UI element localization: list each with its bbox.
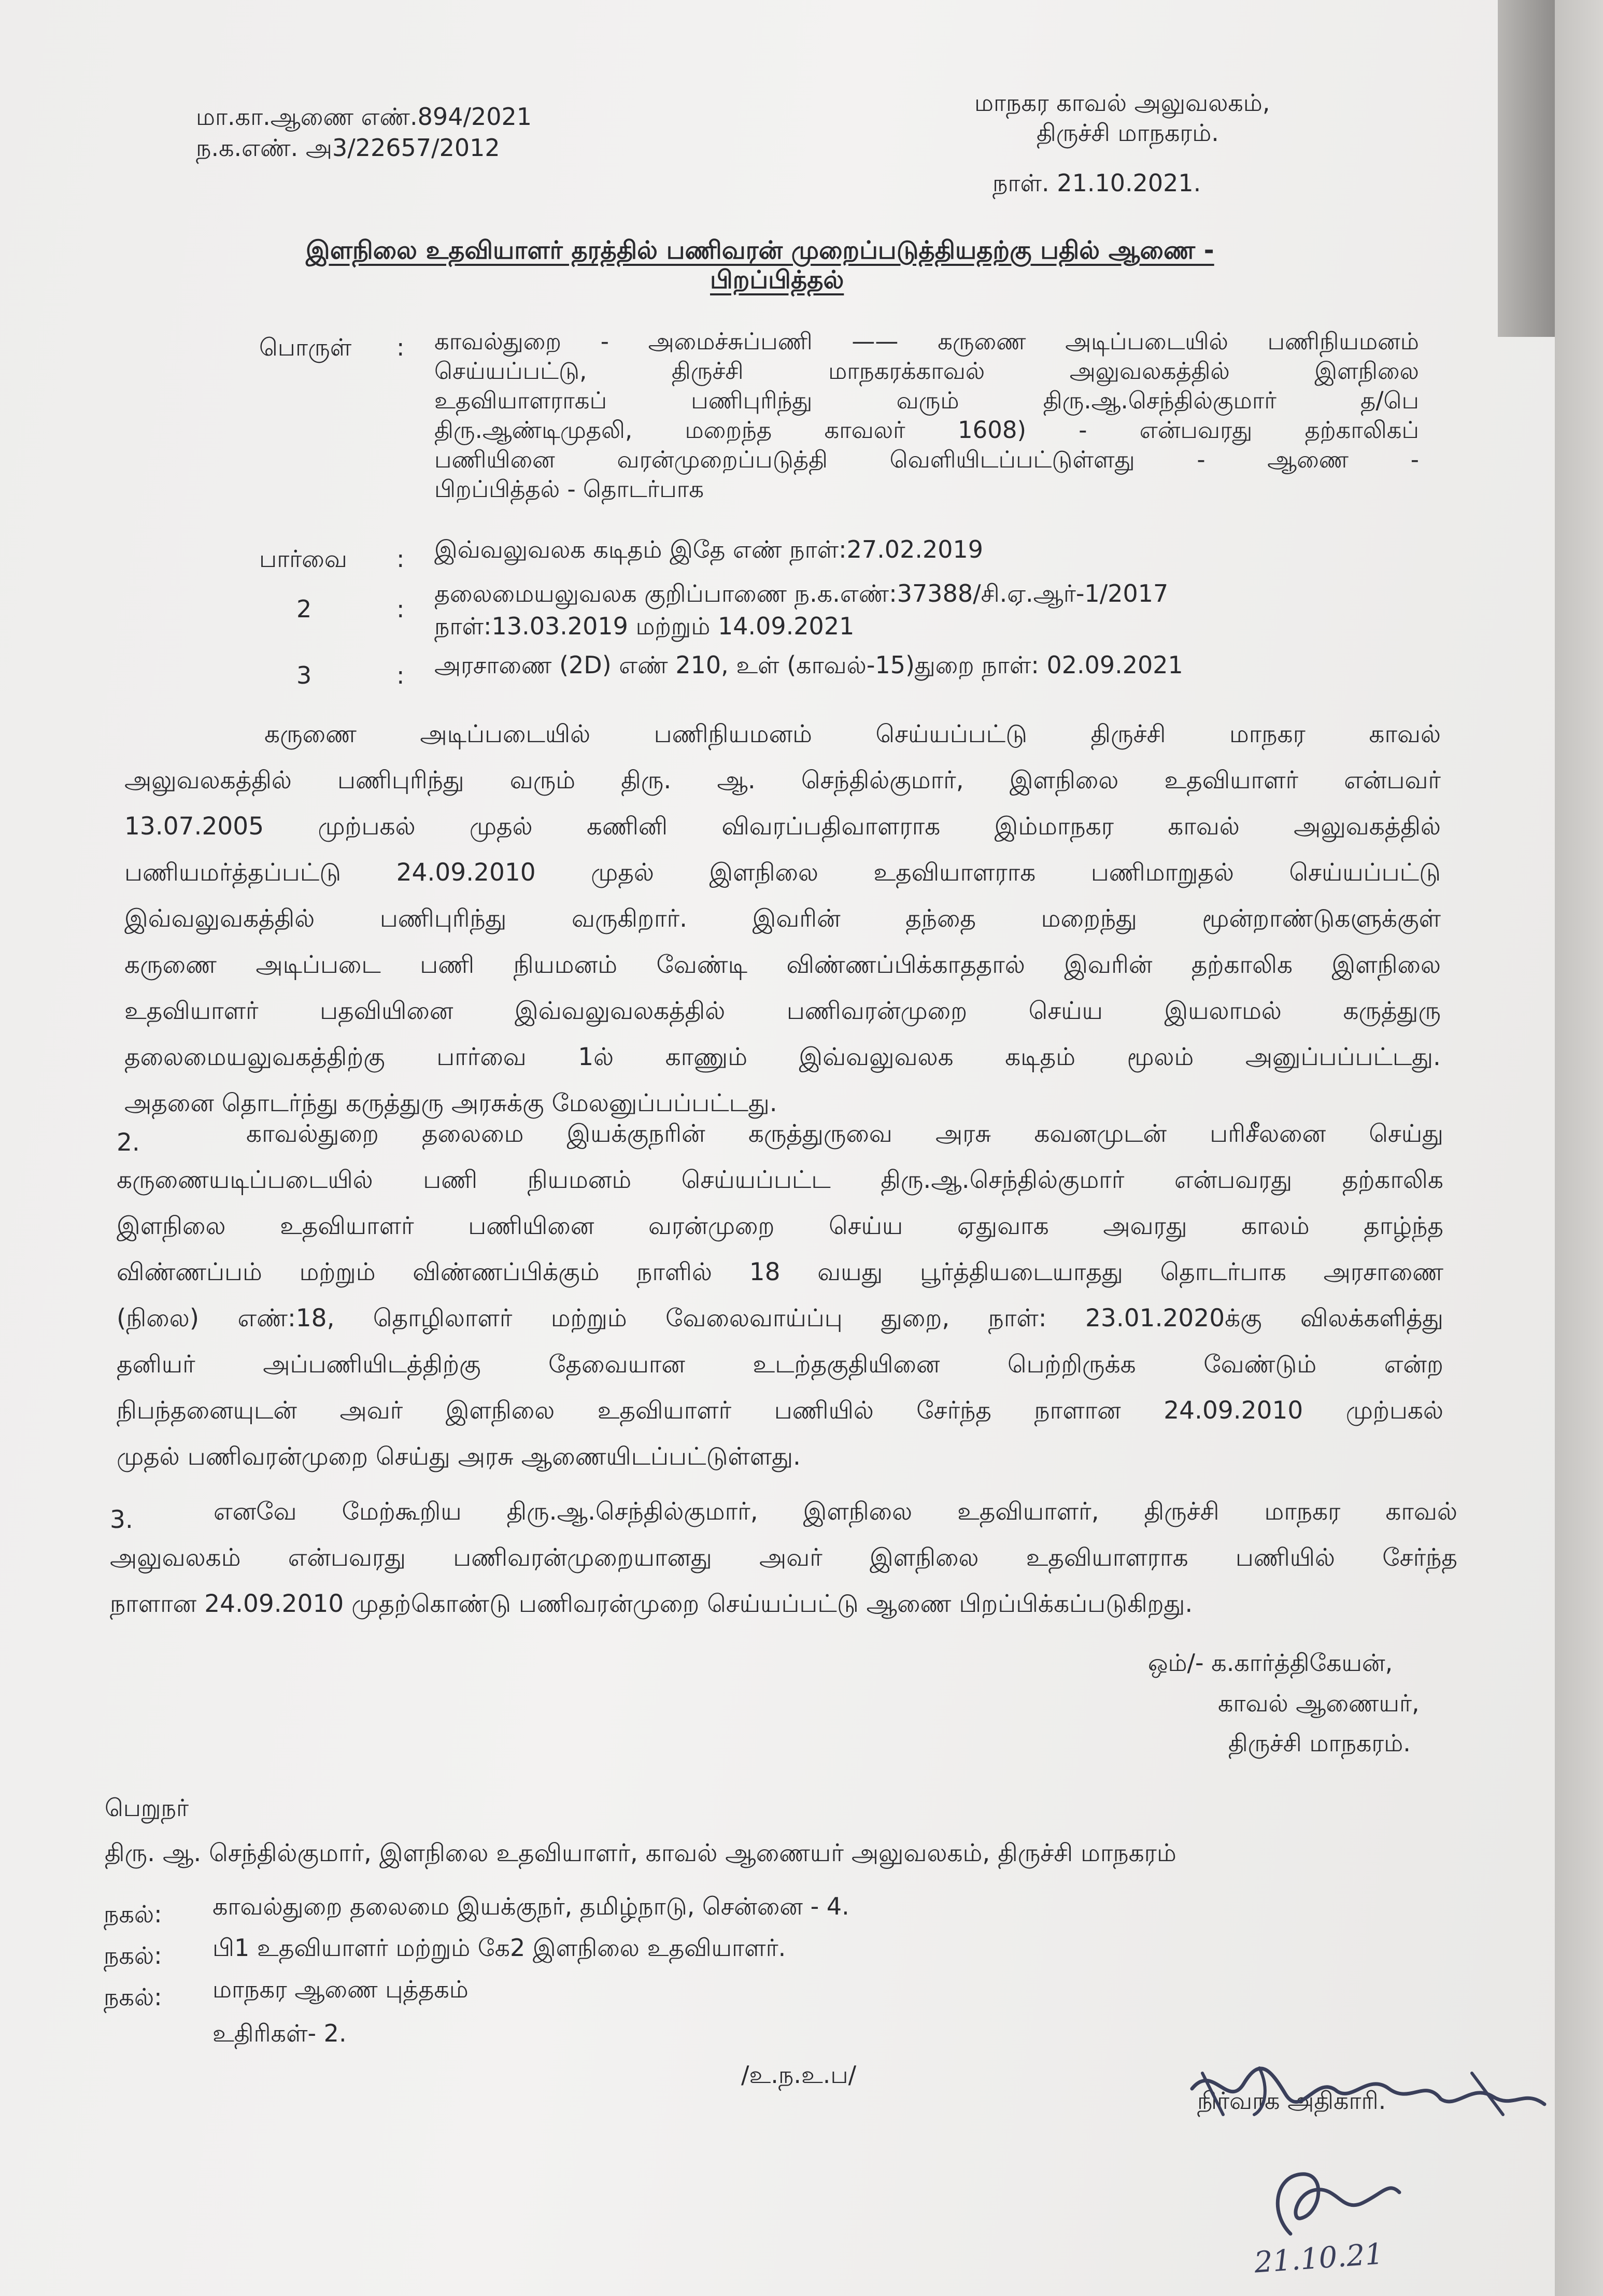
signatory-designation: காவல் ஆணையர், (1218, 1689, 1420, 1717)
handwritten-date: 21.10.21 (1253, 2237, 1385, 2280)
subject-line: பிறப்பித்தல் - தொடர்பாக (434, 475, 704, 503)
reference-item-3: அரசாணை (2D) எண் 210, உள் (காவல்-15)துறை நாள்: 02.09.2021 (434, 651, 1183, 679)
paragraph-line: இவ்வலுவகத்தில் பணிபுரிந்து வருகிறார். இவரின் தந்தை மறைந்து மூன்றாண்டுகளுக்குள் (124, 904, 1441, 933)
paragraph-line: அதனை தொடர்ந்து கருத்துரு அரசுக்கு மேலனுப்பப்பட்டது. (124, 1089, 777, 1117)
subject-line: காவல்துறை - அமைச்சுப்பணி —— கருணை அடிப்படையில் பணிநியமனம் (434, 328, 1419, 355)
paragraph-line: நிபந்தனையுடன் அவர் இளநிலை உதவியாளர் பணியில் சேர்ந்த நாளான 24.09.2010 முற்பகல் (117, 1396, 1443, 1425)
signatory-name: ஒம்/- க.கார்த்திகேயன், (1148, 1649, 1393, 1677)
office-name: மாநகர காவல் அலுவலகம், (974, 89, 1270, 117)
subject-label: பொருள் (259, 333, 352, 361)
paragraph-line: விண்ணப்பம் மற்றும் விண்ணப்பிக்கும் நாளில் 18 வயது பூர்த்தியடையாதது தொடர்பாக அரசாணை (117, 1258, 1443, 1286)
paragraph-line: பணியமர்த்தப்பட்டு 24.09.2010 முதல் இளநிலை உதவியாளராக பணிமாறுதல் செய்யப்பட்டு (124, 858, 1441, 887)
reference-colon: : (396, 595, 405, 623)
paragraph-line: முதல் பணிவரன்முறை செய்து அரசு ஆணையிடப்பட்டுள்ளது. (117, 1442, 801, 1471)
paragraph-line: எனவே மேற்கூறிய திரு.ஆ.செந்தில்குமார், இளநிலை உதவியாளர், திருச்சி மாநகர காவல் (214, 1497, 1457, 1526)
reference-colon: : (396, 661, 405, 689)
officer-signature (1182, 2052, 1555, 2130)
page-shadow (1498, 0, 1555, 337)
copy-recipient: பி1 உதவியாளர் மற்றும் கே2 இளநிலை உதவியாளர். (212, 1934, 786, 1962)
paragraph-line: உதவியாளர் பதவியினை இவ்வலுவலகத்தில் பணிவரன்முறை செய்ய இயலாமல் கருத்துரு (124, 997, 1441, 1025)
order-number: மா.கா.ஆணை எண்.894/2021 (196, 103, 532, 131)
paragraph-line: தனியர் அப்பணியிடத்திற்கு தேவையான உடற்தகுதியினை பெற்றிருக்க வேண்டும் என்ற (117, 1350, 1443, 1379)
paragraph-line: காவல்துறை தலைமை இயக்குநரின் கருத்துருவை அரசு கவனமுடன் பரிசீலனை செய்து (246, 1119, 1443, 1148)
paragraph-line: கருணை அடிப்படை பணி நியமனம் வேண்டி விண்ணப்பிக்காததால் இவரின் தற்காலிக இளநிலை (124, 951, 1441, 979)
office-city: திருச்சி மாநகரம். (1037, 119, 1219, 147)
paragraph-line: கருணையடிப்படையில் பணி நியமனம் செய்யப்பட்ட திரு.ஆ.செந்தில்குமார் என்பவரது தற்காலிக (117, 1166, 1443, 1194)
reference-num-3: 3 (296, 661, 312, 689)
paragraph-1 (124, 711, 1441, 1126)
true-copy-attestation: /உ.ந.உ.ப/ (741, 2061, 857, 2089)
paragraph-line: இளநிலை உதவியாளர் பணியினை வரன்முறை செய்ய ஏதுவாக அவரது காலம் தாழ்ந்த (117, 1212, 1443, 1240)
desk-background (1555, 0, 1603, 2296)
copy-recipient: காவல்துறை தலைமை இயக்குநர், தமிழ்நாடு, சென்னை - 4. (212, 1892, 849, 1920)
paragraph-line: கருணை அடிப்படையில் பணிநியமனம் செய்யப்பட்டு திருச்சி மாநகர காவல் (264, 720, 1441, 748)
reference-item-1: இவ்வலுவலக கடிதம் இதே எண் நாள்:27.02.2019 (434, 535, 984, 563)
spare-copies: உதிரிகள்- 2. (212, 2019, 347, 2047)
copy-label: நகல்: (104, 1941, 162, 1969)
paragraph-line: நாளான 24.09.2010 முதற்கொண்டு பணிவரன்முறை செய்யப்பட்டு ஆணை பிறப்பிக்கப்படுகிறது. (110, 1590, 1193, 1618)
subject-line: திரு.ஆண்டிமுதலி, மறைந்த காவலர் 1608) - என்பவரது தற்காலிகப் (434, 416, 1419, 444)
order-title: இளநிலை உதவியாளர் தரத்தில் பணிவரன் முறைப்படுத்தியதற்கு பதில் ஆணை - (306, 236, 1214, 265)
recipient-label: பெறுநர் (105, 1794, 189, 1822)
paragraph-line: அலுவலகத்தில் பணிபுரிந்து வரும் திரு. ஆ. செந்தில்குமார், இளநிலை உதவியாளர் என்பவர் (124, 766, 1441, 795)
subject-text (434, 327, 1419, 504)
reference-num-2: 2 (296, 595, 312, 623)
reference-item-2: தலைமையலுவலக குறிப்பாணை ந.க.எண்:37388/சி.ஏ.ஆர்-1/2017 (434, 579, 1169, 607)
admin-officer-label: நிர்வாக அதிகாரி. (1197, 2087, 1386, 2115)
paragraph-2-number: 2. (117, 1128, 140, 1157)
order-date: நாள். 21.10.2021. (992, 169, 1201, 197)
paragraph-line: 13.07.2005 முற்பகல் முதல் கணினி விவரப்பதிவாளராக இம்மாநகர காவல் அலுவகத்தில் (124, 812, 1441, 841)
file-number: ந.க.எண். அ3/22657/2012 (196, 134, 500, 162)
paragraph-3 (110, 1489, 1457, 1627)
copy-recipient: மாநகர ஆணை புத்தகம் (212, 1975, 469, 2003)
paragraph-line: தலைமையலுவகத்திற்கு பார்வை 1ல் காணும் இவ்வலுவலக கடிதம் மூலம் அனுப்பப்பட்டது. (124, 1043, 1441, 1071)
subject-line: பணியினை வரன்முறைப்படுத்தி வெளியிடப்பட்டுள்ளது - ஆணை - (434, 446, 1419, 473)
reference-colon: : (396, 545, 405, 573)
recipient-text: திரு. ஆ. செந்தில்குமார், இளநிலை உதவியாளர், காவல் ஆணையர் அலுவலகம், திருச்சி மாநகரம் (105, 1839, 1176, 1867)
copy-label: நகல்: (104, 1983, 162, 2011)
reference-item-2-date: நாள்:13.03.2019 மற்றும் 14.09.2021 (434, 612, 855, 640)
paragraph-line: (நிலை) எண்:18, தொழிலாளர் மற்றும் வேலைவாய்ப்பு துறை, நாள்: 23.01.2020க்கு விலக்களித்து (117, 1304, 1443, 1333)
reference-label: பார்வை (259, 545, 347, 573)
paragraph-3-number: 3. (110, 1506, 133, 1534)
subject-colon: : (396, 333, 405, 361)
copy-label: நகல்: (104, 1900, 162, 1928)
paragraph-2 (117, 1111, 1443, 1480)
subject-line: உதவியாளராகப் பணிபுரிந்து வரும் திரு.ஆ.செந்தில்குமார் த/பெ (434, 387, 1419, 414)
subject-line: செய்யப்பட்டு, திருச்சி மாநகரக்காவல் அலுவலகத்தில் இளநிலை (434, 357, 1419, 385)
paragraph-line: அலுவலகம் என்பவரது பணிவரன்முறையானது அவர் இளநிலை உதவியாளராக பணியில் சேர்ந்த (110, 1543, 1457, 1572)
order-title-cont: பிறப்பித்தல் (710, 265, 844, 294)
signatory-city: திருச்சி மாநகரம். (1228, 1729, 1411, 1757)
